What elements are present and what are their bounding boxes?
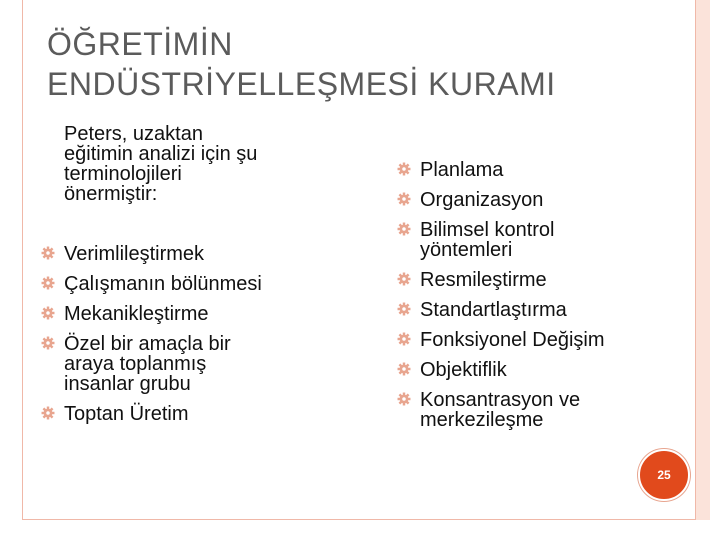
bullet-text-line: yöntemleri — [420, 239, 513, 261]
bullet-text — [420, 300, 666, 320]
page-number: 25 — [657, 468, 671, 482]
bullet-text — [420, 270, 666, 290]
intro-line: terminolojileri — [64, 163, 182, 185]
gear-icon — [40, 405, 56, 421]
intro-line: önermiştir: — [64, 183, 158, 205]
bullet-text-line: Standartlaştırma — [420, 299, 567, 321]
bullet-item — [396, 190, 666, 210]
bullet-text — [420, 160, 666, 180]
gear-icon — [396, 331, 412, 347]
bullet-text — [420, 330, 666, 350]
bullet-item — [40, 274, 340, 294]
left-bullet-list — [40, 244, 340, 424]
bullet-text — [420, 360, 666, 380]
gear-icon — [396, 271, 412, 287]
gear-icon — [396, 391, 412, 407]
intro-line: Peters, uzaktan — [64, 123, 203, 145]
bullet-text-line: Fonksiyonel Değişim — [420, 329, 605, 351]
gear-icon — [40, 275, 56, 291]
page-number-badge — [638, 449, 690, 501]
bullet-text — [420, 390, 666, 430]
title-line: ÖĞRETİMİN — [47, 26, 233, 62]
bullet-text-line: Mekanikleştirme — [64, 303, 209, 325]
gear-icon — [396, 191, 412, 207]
bullet-text-line: merkezileşme — [420, 409, 544, 431]
bullet-item — [396, 220, 666, 260]
bullet-item — [396, 270, 666, 290]
bullet-item — [396, 300, 666, 320]
intro-line: eğitimin analizi için şu — [64, 143, 258, 165]
bullet-text-line: insanlar grubu — [64, 373, 191, 395]
bullet-text-line: Resmileştirme — [420, 269, 547, 291]
bullet-text — [64, 304, 340, 324]
bullet-item — [40, 244, 340, 264]
gear-icon — [396, 301, 412, 317]
bullet-text-line: Toptan Üretim — [64, 403, 189, 425]
bullet-text — [64, 244, 340, 264]
bullet-text — [64, 404, 340, 424]
bullet-item — [396, 160, 666, 180]
intro-text — [64, 124, 340, 204]
bullet-item — [40, 404, 340, 424]
gear-icon — [40, 305, 56, 321]
left-column — [40, 124, 340, 434]
bullet-text-line: Objektiflik — [420, 359, 507, 381]
bullet-text-line: araya toplanmış — [64, 353, 207, 375]
title-line: ENDÜSTRİYELLEŞMESİ KURAMI — [47, 66, 556, 102]
bullet-text — [64, 274, 340, 294]
bullet-text — [420, 190, 666, 210]
right-column — [396, 160, 666, 440]
bullet-text-line: Planlama — [420, 159, 504, 181]
gear-icon — [396, 221, 412, 237]
bullet-text-line: Organizasyon — [420, 189, 544, 211]
bullet-item — [40, 304, 340, 324]
slide-title — [47, 24, 667, 104]
gear-icon — [396, 361, 412, 377]
bullet-text-line: Özel bir amaçla bir — [64, 333, 231, 355]
bullet-text — [420, 220, 666, 260]
side-accent-strip — [696, 0, 710, 520]
bullet-item — [396, 330, 666, 350]
right-bullet-list — [396, 160, 666, 430]
gear-icon — [396, 161, 412, 177]
bullet-text — [64, 334, 340, 394]
bullet-item — [40, 334, 340, 394]
gear-icon — [40, 245, 56, 261]
gear-icon — [40, 335, 56, 351]
bullet-item — [396, 360, 666, 380]
bullet-text-line: Konsantrasyon ve — [420, 389, 581, 411]
bullet-text-line: Çalışmanın bölünmesi — [64, 273, 262, 295]
bullet-text-line: Verimlileştirmek — [64, 243, 205, 265]
bullet-item — [396, 390, 666, 430]
bullet-text-line: Bilimsel kontrol — [420, 219, 555, 241]
